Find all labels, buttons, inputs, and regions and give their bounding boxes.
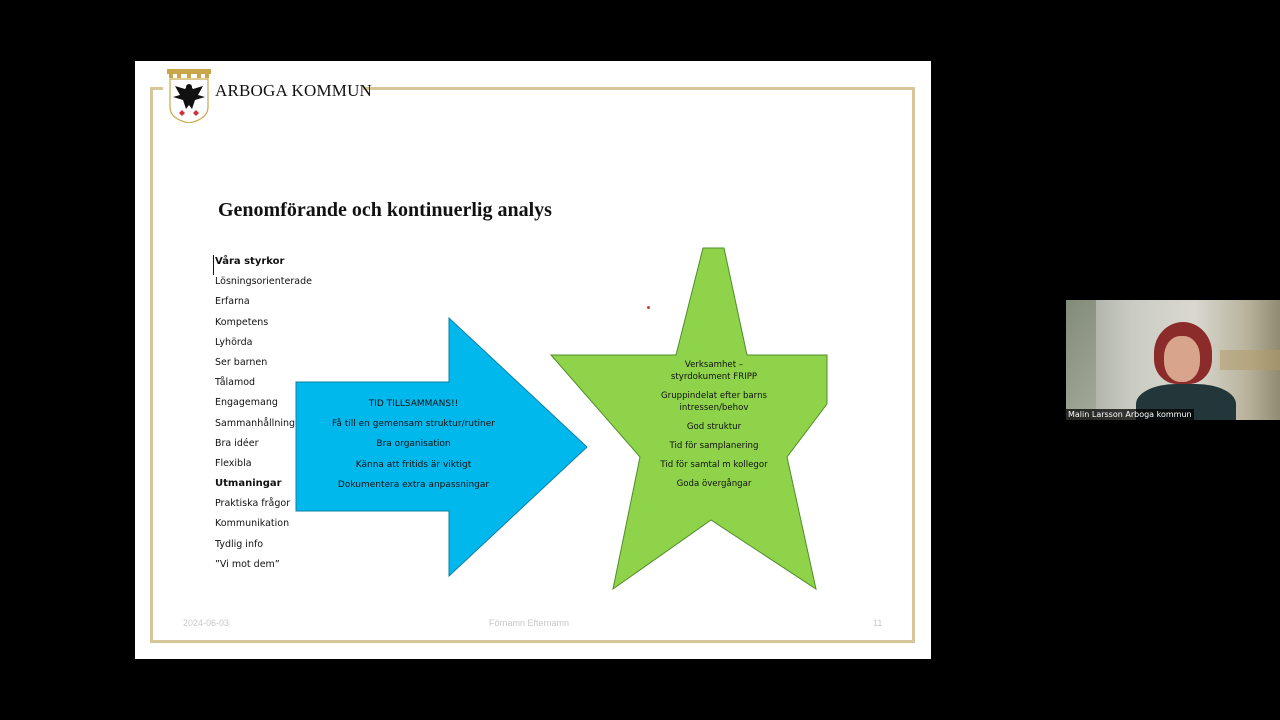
footer-page-number: 11	[873, 618, 883, 628]
slide-title: Genomförande och kontinuerlig analys	[218, 199, 552, 221]
list-item: ”Vi mot dem”	[215, 558, 280, 570]
participant-video-tile[interactable]	[1066, 300, 1280, 420]
list-item: Sammanhållning	[215, 417, 296, 429]
video-background-shelf	[1220, 350, 1280, 370]
diagram-shapes	[135, 61, 931, 659]
star-item: Gruppindelat efter barns intressen/behov	[661, 391, 767, 413]
participant-face	[1164, 336, 1200, 382]
list-heading: Våra styrkor	[213, 255, 312, 275]
list-item: Erfarna	[215, 296, 250, 308]
video-background-plant	[1066, 300, 1096, 420]
list-item: Engagemang	[215, 397, 278, 409]
list-item: Tålamod	[215, 377, 256, 389]
list-heading: Utmaningar	[215, 478, 282, 490]
list-item: Lyhörda	[215, 336, 253, 348]
list-item: Kommunikation	[215, 518, 290, 530]
footer-date: 2024-06-03	[183, 618, 230, 628]
star-item: Goda övergångar	[676, 479, 752, 489]
participant-name-label: Malin Larsson Arboga kommun	[1068, 410, 1192, 419]
organization-name: ARBOGA KOMMUN	[215, 81, 373, 100]
pointer-dot	[647, 306, 650, 309]
list-item: Flexibla	[215, 457, 252, 469]
list-item: Tydlig info	[215, 538, 264, 550]
list-item: Ser barnen	[215, 356, 268, 368]
star-item: Tid för samplanering	[669, 441, 759, 451]
arrow-text	[295, 397, 532, 498]
star-item: God struktur	[686, 422, 742, 432]
arrow-line: Känna att fritids är viktigt	[355, 459, 472, 470]
arrow-line: Få till en gemensam struktur/rutiner	[332, 419, 495, 430]
arrow-line: Dokumentera extra anpassningar	[337, 479, 490, 490]
star-item: Verksamhet – styrdokument FRIPP	[670, 360, 758, 382]
list-item: Lösningsorienterade	[215, 276, 312, 288]
arrow-line: Bra organisation	[376, 439, 451, 450]
list-item: Praktiska frågor	[215, 498, 291, 510]
star-text	[635, 359, 793, 497]
arrow-line: TID TILLSAMMANS!!	[368, 399, 459, 409]
presentation-slide	[135, 61, 931, 659]
star-item: Tid för samtal m kollegor	[660, 460, 768, 470]
list-item: Kompetens	[215, 316, 269, 328]
footer-author: Förnamn Efternamn	[489, 618, 570, 628]
list-item: Bra idéer	[215, 437, 259, 449]
